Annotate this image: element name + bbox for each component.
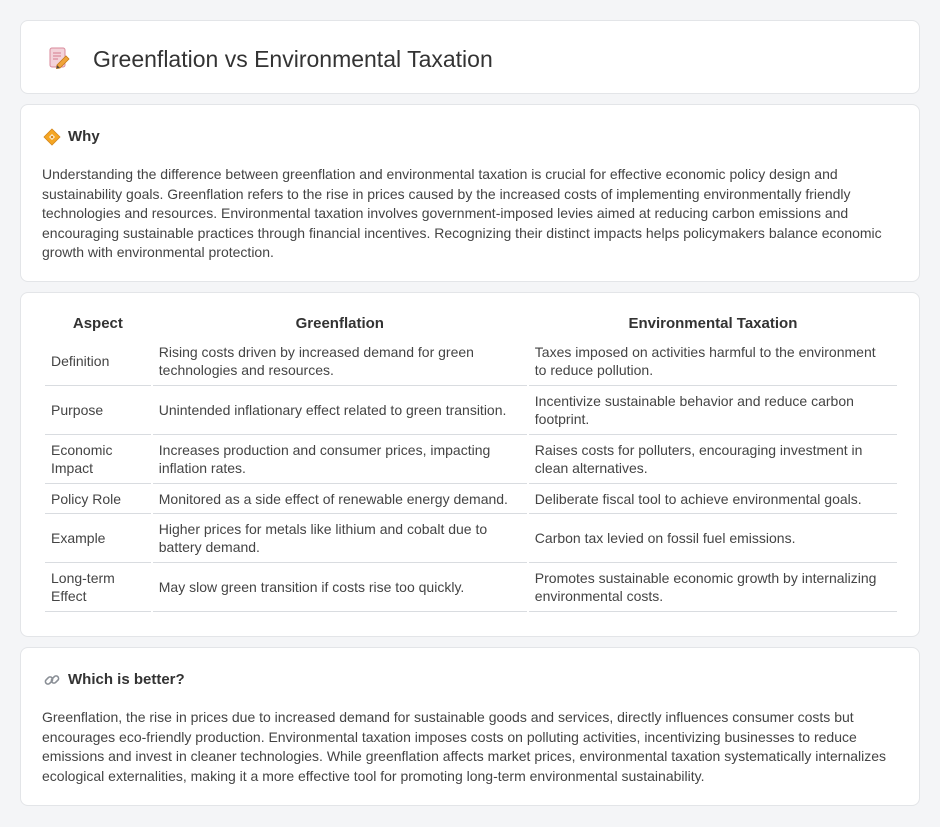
table-row bbox=[45, 337, 897, 386]
why-heading-row bbox=[43, 127, 100, 147]
link-icon bbox=[43, 671, 61, 689]
header-environmental-taxation: Environmental Taxation bbox=[628, 315, 798, 332]
row-aspect: Purpose bbox=[45, 386, 151, 435]
row-aspect: Long-term Effect bbox=[45, 563, 151, 612]
row-greenflation: Rising costs driven by increased demand for green technologies and resources. bbox=[153, 337, 527, 386]
title-card bbox=[20, 20, 920, 94]
better-heading-row bbox=[43, 670, 185, 690]
row-aspect: Example bbox=[45, 514, 151, 563]
row-greenflation: Unintended inflationary effect related to green transition. bbox=[153, 386, 527, 435]
comparison-section bbox=[20, 292, 920, 637]
row-greenflation: Higher prices for metals like lithium and cobalt due to battery demand. bbox=[153, 514, 527, 563]
header-aspect: Aspect bbox=[72, 315, 123, 332]
row-environmental-taxation: Promotes sustainable economic growth by internalizing environmental costs. bbox=[529, 563, 897, 612]
row-environmental-taxation: Deliberate fiscal tool to achieve environmental goals. bbox=[529, 484, 897, 514]
row-aspect: Definition bbox=[45, 337, 151, 386]
table-header-row bbox=[45, 315, 897, 337]
why-text: Understanding the difference between greenflation and environmental taxation is crucial for effective economic policy design and sustainability goals. Greenflation refers to the rise in prices caused by the increased costs of implementing environmentally friendly technologies and resources. Environmental taxation involves government-imposed levies aimed at reducing carbon emissions and encouraging sustainable practices through financial incentives. Recognizing their distinct impacts helps policymakers balance economic growth with environmental protection. bbox=[42, 166, 882, 261]
table-row bbox=[45, 563, 897, 612]
row-greenflation: Monitored as a side effect of renewable energy demand. bbox=[153, 484, 527, 514]
diamond-warning-icon bbox=[43, 128, 61, 146]
page-title: Greenflation vs Environmental Taxation bbox=[93, 46, 493, 72]
row-aspect: Policy Role bbox=[45, 484, 151, 514]
document-pencil-icon bbox=[46, 45, 72, 71]
row-aspect: Economic Impact bbox=[45, 435, 151, 484]
why-section bbox=[20, 104, 920, 282]
row-environmental-taxation: Raises costs for polluters, encouraging investment in clean alternatives. bbox=[529, 435, 897, 484]
row-greenflation: May slow green transition if costs rise too quickly. bbox=[153, 563, 527, 612]
why-heading: Why bbox=[68, 128, 100, 145]
row-environmental-taxation: Carbon tax levied on fossil fuel emissions. bbox=[529, 514, 897, 563]
which-is-better-section bbox=[20, 647, 920, 806]
table-row bbox=[45, 514, 897, 563]
better-text: Greenflation, the rise in prices due to increased demand for sustainable goods and services, directly influences consumer costs but encourages eco-friendly production. Environmental taxation imposes costs on polluting activities, incentivizing businesses to reduce emissions and invest in cleaner technologies. While greenflation affects market prices, environmental taxation systematically internalizes ecological externalities, making it a more effective tool for promoting long-term environmental sustainability. bbox=[42, 709, 887, 784]
header-greenflation: Greenflation bbox=[295, 315, 384, 332]
table-row bbox=[45, 435, 897, 484]
row-greenflation: Increases production and consumer prices, impacting inflation rates. bbox=[153, 435, 527, 484]
table-row bbox=[45, 484, 897, 514]
table-row bbox=[45, 386, 897, 435]
row-environmental-taxation: Taxes imposed on activities harmful to the environment to reduce pollution. bbox=[529, 337, 897, 386]
row-environmental-taxation: Incentivize sustainable behavior and reduce carbon footprint. bbox=[529, 386, 897, 435]
better-heading: Which is better? bbox=[68, 671, 185, 688]
comparison-table bbox=[43, 315, 899, 612]
